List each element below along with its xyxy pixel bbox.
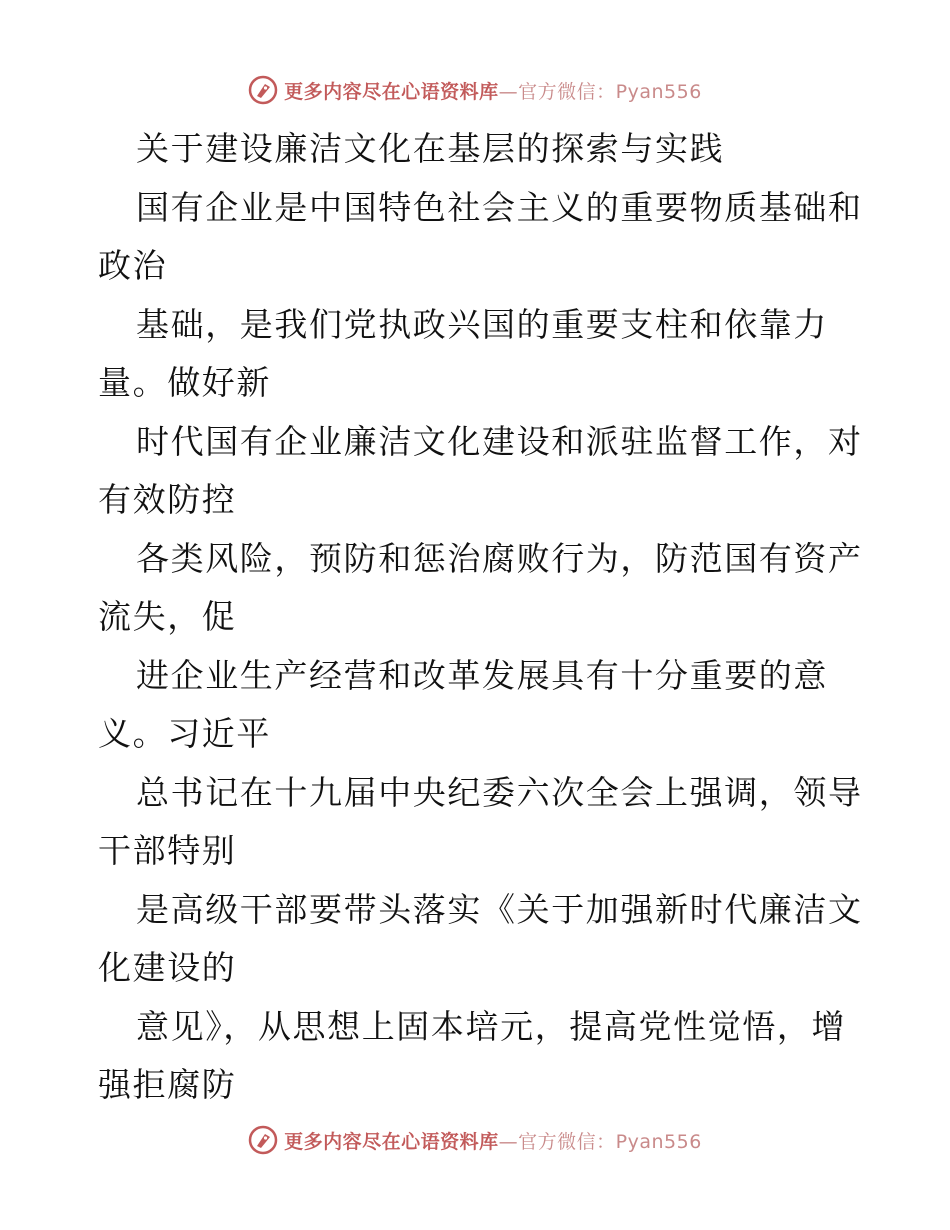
paragraph-line: 义。习近平 <box>98 714 271 753</box>
paragraph-line: 是高级干部要带头落实《关于加强新时代廉洁文 <box>136 889 863 929</box>
watermark-site: 更多内容尽在心语资料库 <box>284 1130 499 1153</box>
watermark-text <box>284 77 702 104</box>
paragraph-line: 进企业生产经营和改革发展具有十分重要的意 <box>136 655 828 695</box>
paragraph-line: 国有企业是中国特色社会主义的重要物质基础和 <box>136 187 863 227</box>
footer-watermark <box>0 1122 950 1158</box>
paragraph-line: 化建设的 <box>98 948 237 987</box>
document-title: 关于建设廉洁文化在基层的探索与实践 <box>136 129 725 168</box>
paragraph-line: 时代国有企业廉洁文化建设和派驻监督工作，对 <box>136 421 863 461</box>
paragraph-line: 总书记在十九届中央纪委六次全会上强调，领导 <box>136 772 863 812</box>
header-watermark <box>0 72 950 108</box>
paragraph-line: 流失，促 <box>98 597 237 636</box>
watermark-text <box>284 1127 702 1154</box>
paragraph-line: 强拒腐防 <box>98 1065 237 1104</box>
watermark-suffix: —官方微信：Pyan556 <box>498 80 702 103</box>
document-body <box>98 120 863 1115</box>
pen-nib-icon <box>248 75 278 105</box>
pen-nib-icon <box>248 1125 278 1155</box>
paragraph-line: 有效防控 <box>98 480 237 519</box>
watermark-site: 更多内容尽在心语资料库 <box>284 80 499 103</box>
paragraph-line: 基础，是我们党执政兴国的重要支柱和依靠力 <box>136 304 828 344</box>
paragraph-line: 各类风险，预防和惩治腐败行为，防范国有资产 <box>136 538 863 578</box>
paragraph-line: 政治 <box>98 246 168 285</box>
watermark-suffix: —官方微信：Pyan556 <box>498 1130 702 1153</box>
paragraph-line: 量。做好新 <box>98 363 271 402</box>
paragraph-line: 意见》，从思想上固本培元，提高党性觉悟，增 <box>136 1006 847 1046</box>
paragraph-line: 干部特别 <box>98 831 237 870</box>
